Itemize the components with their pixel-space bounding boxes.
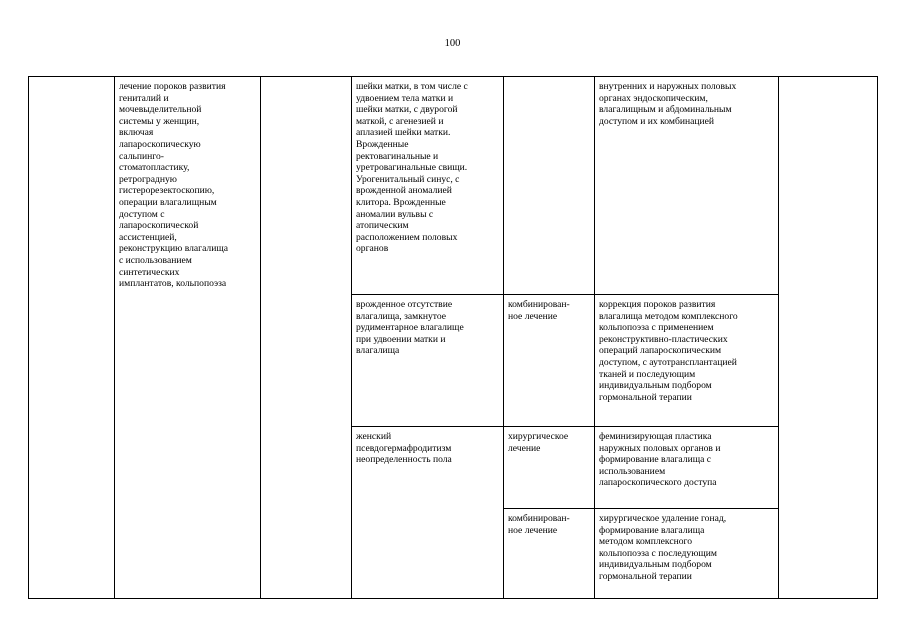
method-text: феминизирующая пластика наружных половых органов и формирование влагалища с использованием лапароскопического доступа (599, 431, 721, 489)
empty-cell-cost (779, 77, 878, 599)
empty-cell-number (29, 77, 115, 599)
method-cell (595, 295, 779, 427)
diagnosis-cell (352, 295, 504, 427)
diagnosis-text: женский псевдогермафродитизм неопределенность пола (356, 431, 452, 466)
diagnosis-cell (352, 77, 504, 295)
method-cell (595, 427, 779, 509)
table-row (29, 77, 878, 295)
treatment-type-text: хирургическое лечение (508, 431, 569, 454)
method-text: внутренних и наружных половых органах эндоскопическим, влагалищным и абдоминальным доступом и их комбинацией (599, 81, 737, 127)
treatment-type-cell (504, 295, 595, 427)
method-cell (595, 77, 779, 295)
treatment-type-cell (504, 77, 595, 295)
diagnosis-text: врожденное отсутствие влагалища, замкнутое рудиментарное влагалище при удвоении матки и влагалища (356, 299, 464, 357)
treatment-type-text: комбинирован- ное лечение (508, 513, 570, 536)
treatment-type-cell (504, 427, 595, 509)
diagnosis-text: шейки матки, в том числе с удвоением тела матки и шейки матки, с двурогой маткой, с агенезией и аплазией шейки матки. Врожденные ректовагинальные и уретровагинальные свищи. Урогенитальный синус, с врожденной аномалией клитора. Врожденные аномалии вульвы с атопическим расположением половых органов (356, 81, 468, 255)
treatment-type-text: комбинирован- ное лечение (508, 299, 570, 322)
procedure-cell (115, 77, 261, 599)
diagnosis-cell (352, 427, 504, 599)
medical-care-table (28, 76, 878, 599)
method-text: хирургическое удаление гонад, формирование влагалища методом комплексного кольпопоэза с последующим индивидуальным подбором гормональной терапии (599, 513, 727, 582)
empty-cell-code (261, 77, 352, 599)
page-number: 100 (444, 38, 461, 49)
treatment-type-cell (504, 509, 595, 599)
method-text: коррекция пороков развития влагалища методом комплексного кольпопоэза с применением реконструктивно-пластических операций лапароскопическим доступом, с аутотрансплантацией тканей и последующим индивидуальным подбором гормональной терапии (599, 299, 738, 403)
method-cell (595, 509, 779, 599)
procedure-text: лечение пороков развития гениталий и мочевыделительной системы у женщин, включая лапароскопическую сальпинго- стоматопластику, ретроградную гистерорезектоскопию, операции влагалищным доступом с лапароскопической ассистенцией, реконструкцию влагалища с использованием синтетических имплантатов, кольпопоэза (119, 81, 228, 290)
